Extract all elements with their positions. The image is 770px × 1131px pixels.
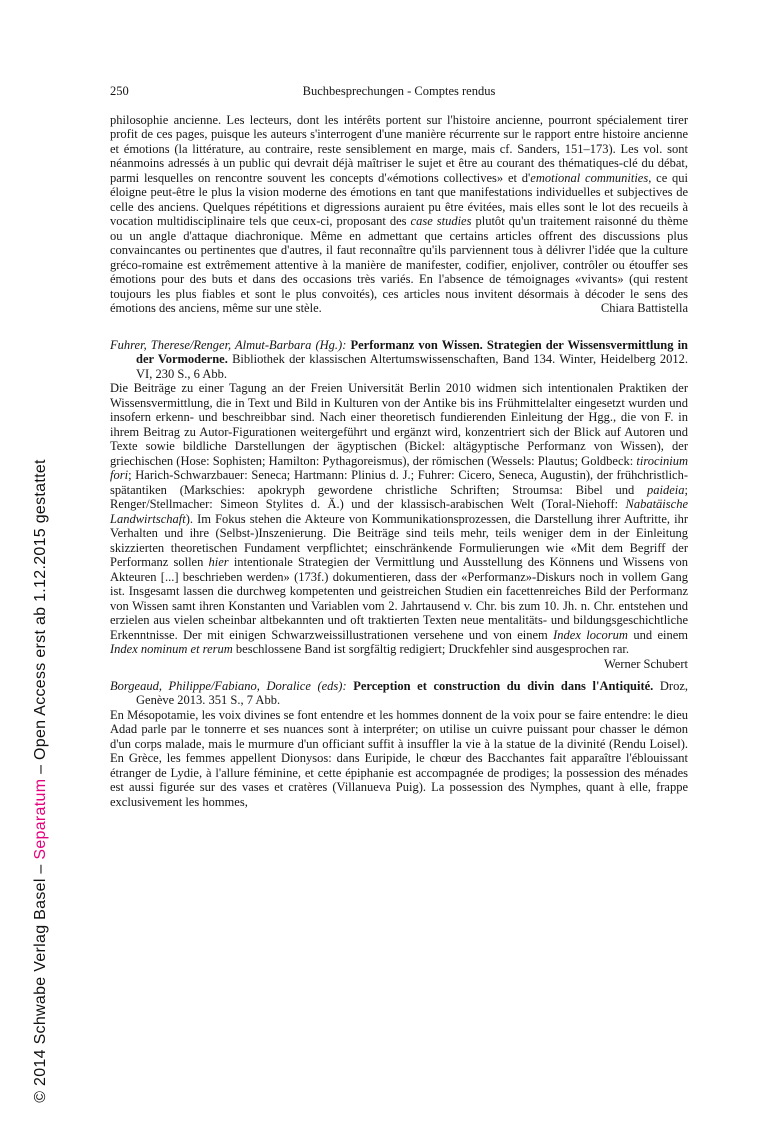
bibliographic-entry: Borgeaud, Philippe/Fabiano, Doralice (eds): Perception et construction du divin dans l'Antiquité. Droz, Genève 2013. 351 S., 7 Abb.: [110, 678, 688, 707]
reviews-content: [110, 113, 688, 810]
copyright-imprint-suffix: – Open Access erst ab 1.12.2015 gestattet: [32, 459, 49, 779]
review-text: Die Beiträge zu einer Tagung an der Freien Universität Berlin 2010 widmen sich intentionalen Praktiken der Wissensvermittlung, die in Text und Bild in Kulturen von der Antike bis ins Frühmittelalter eingesetzt wurden und insofern erkenn- und beschreibbar sind. Nach einer theoretisch fundierenden Einleitung der Hgg., die von F. in ihrem Beitrag zu Autor-Figurationen weitergeführt und ergänzt wird, konzentriert sich der Blick auf Autoren und Texte sowie bildliche Darstellungen der ägyptischen (Bickel: altägyptische Performanz von Wissen), der griechischen (Hose: Sophisten; Hamilton: Pythagoreismus), der römischen (Wessels: Plautus; Goldbeck: tirocinium fori; Harich-Schwarzbauer: Seneca; Hartmann: Plinius d. J.; Fuhrer: Cicero, Seneca, Augustin), der frühchristlich-spätantiken (Markschies: apokryph gewordene christliche Schriften; Stroumsa: Bibel und paideia; Renger/Stellmacher: Simeon Stylites d. Ä.) und der klassisch-arabischen Welt (Toral-Niehoff: Nabatäische Landwirtschaft). Im Fokus stehen die Akteure von Kommunikationsprozessen, die Darstellung ihrer Auftritte, ihr Verhalten und ihre (Selbst-)Inszenierung. Die Beiträge sind teils mehr, teils weniger dem in der Einleitung skizzierten theoretischen Fundament verpflichtet; einschränkende Formulierungen wie «Mit dem Begriff der Performanz sollen hier intentionale Strategien der Vermittlung und Ausstellung des Könnens und Wissens von Akteuren [...] beschrieben werden» (173f.) dokumentieren, dass der «Performanz»-Diskurs noch in vollem Gang ist. Insgesamt lassen die durchweg kompetenten und geistreichen Studien ein facettenreiches Bild der Performanz von Wissen samt ihren Konstanten und Variablen vom 2. Jahrtausend v. Chr. bis zum 10. Jh. n. Chr. entstehen und erzielen aus vielen scheinbar altbekannten und oft traktierten Texten neue mentalitäts- und bildungsgeschichtliche Erkenntnisse. Der mit einigen Schwarzweissillustrationen versehene und von einem Index locorum und einem Index nominum et rerum beschlossene Band ist sorgfältig redigiert; Druckfehler sind ausgesprochen rar. Werner Schubert: [110, 381, 688, 671]
review-text: En Mésopotamie, les voix divines se font entendre et les hommes donnent de la voix pour se faire entendre: le dieu Adad parle par le tonnerre et ses nuances sont à interpréter; on utilise un cuivre puissant pour chasser le démon d'un corps malade, mais le murmure d'un officiant suffit à insuffler la vie à la statue de la divinité (Rendu Loisel). En Grèce, les femmes appellent Dionysos: dans Euripide, le chœur des Bacchantes fait apparaître l'éblouissant étranger de Lydie, à l'allure féminine, et cette épiphanie est accompagnée de prodiges; la possession des ménades est aussi figurée sur des vases et cratères (Villanueva Puig). La possession des Nymphes, quant à elle, frappe exclusivement les hommes,: [110, 707, 688, 809]
review-text: philosophie ancienne. Les lecteurs, dont les intérêts portent sur l'histoire ancienne, pourront spécialement tirer profit de ces pages, puisque les auteurs s'interrogent d'une manière récurrente sur le rapport entre histoire ancienne et émotions (la littérature, au contraire, reste sensiblement en marge, mais cf. Sanders, 151–173). Les vol. sont néanmoins adressés à un public qui devrait déjà maîtriser le sujet et être au courant des thématiques-clé du débat, parmi lesquelles on rencontre souvent les concepts d'«émotions collectives» et d'emotional communities, ce qui éloigne peut-être le plus la vision moderne des émotions en tant que manifestations individuelles et subjectives de celle des anciens. Quelques répétitions et digressions auraient pu être évitées, mais elles sont le lot des recueils à vocation multidisciplinaire tels que ceux-ci, proposant des case studies plutôt qu'un traitement raisonné du thème ou un angle d'attaque diachronique. Même en admettant que certains articles offrent des discussions plus convaincantes ou pertinentes que d'autres, il faut reconnaître qu'ils parviennent tous à délivrer l'idée que la culture gréco-romaine est extrêmement attentive à la manière de manifester, codifier, enjoliver, contrôler ou étouffer ses émotions pour des buts et dans des occasions très variés. En l'absence de témoignages «vivants» (qui restent toujours les plus fiables et sont le plus convoités), ces articles nous invitent désormais à décoder le sens des émotions des anciens, même sur une stèle. Chiara Battistella: [110, 112, 688, 315]
copyright-imprint-prefix: © 2014 Schwabe Verlag Basel –: [32, 859, 49, 1103]
text-column: [110, 84, 688, 809]
sidebar-separatum: Separatum: [32, 778, 49, 860]
running-head-title: Buchbesprechungen - Comptes rendus: [302, 84, 496, 98]
copyright-imprint: [32, 459, 50, 1103]
page-number: 250: [110, 84, 129, 98]
reviewer-signature: Werner Schubert: [603, 656, 688, 671]
page-header: [110, 84, 688, 99]
reviewer-signature: Chiara Battistella: [600, 301, 688, 315]
bibliographic-entry: Fuhrer, Therese/Renger, Almut-Barbara (Hg.): Performanz von Wissen. Strategien der Wissensvermittlung in der Vormoderne. Bibliothek der klassischen Altertumswissenschaften, Band 134. Winter, Heidelberg 2012. VI, 230 S., 6 Abb.: [110, 337, 688, 381]
